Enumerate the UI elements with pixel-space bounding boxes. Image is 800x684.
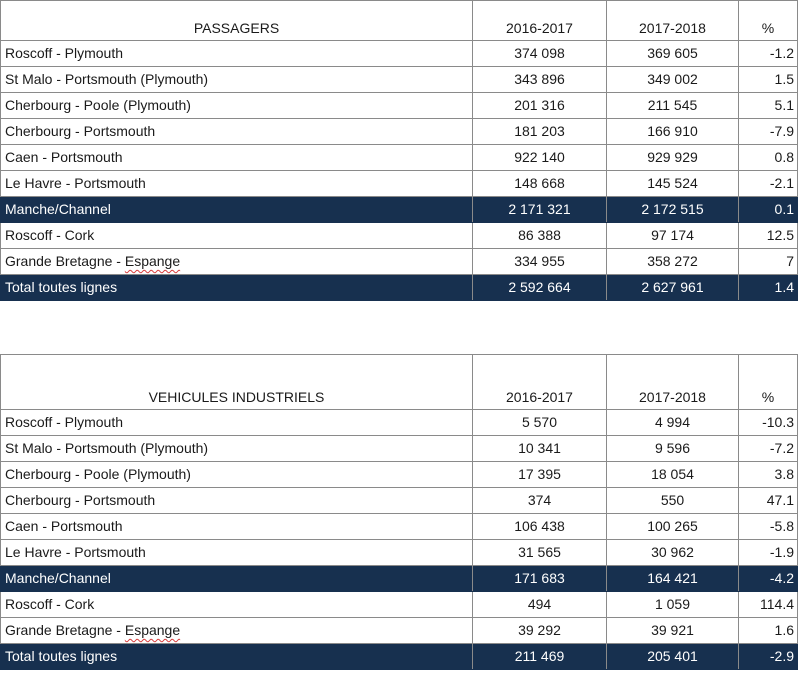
percent-change: -5.8 [739, 514, 798, 540]
column-header-2017-2018: 2017-2018 [607, 355, 739, 410]
value-2017-2018: 4 994 [607, 410, 739, 436]
route-cell: Caen - Portsmouth [1, 145, 473, 171]
value-2016-2017: 374 098 [473, 41, 607, 67]
value-2017-2018: 30 962 [607, 540, 739, 566]
route-cell: St Malo - Portsmouth (Plymouth) [1, 67, 473, 93]
value-2016-2017: 148 668 [473, 171, 607, 197]
value-2017-2018: 9 596 [607, 436, 739, 462]
percent-change: 12.5 [739, 223, 798, 249]
table-row [1, 410, 798, 436]
vehicules-industriels-table [0, 354, 798, 670]
column-header-2016-2017: 2016-2017 [473, 355, 607, 410]
value-2017-2018: 97 174 [607, 223, 739, 249]
percent-change: 47.1 [739, 488, 798, 514]
route-cell [1, 249, 473, 275]
value-2016-2017: 211 469 [473, 644, 607, 670]
route-cell: Cherbourg - Poole (Plymouth) [1, 93, 473, 119]
route-cell: Total toutes lignes [1, 644, 473, 670]
value-2017-2018: 145 524 [607, 171, 739, 197]
value-2017-2018: 358 272 [607, 249, 739, 275]
value-2016-2017: 31 565 [473, 540, 607, 566]
percent-change: 3.8 [739, 462, 798, 488]
value-2016-2017: 334 955 [473, 249, 607, 275]
value-2016-2017: 2 592 664 [473, 275, 607, 301]
subtotal-row [1, 566, 798, 592]
column-header-2017-2018: 2017-2018 [607, 1, 739, 41]
value-2017-2018: 18 054 [607, 462, 739, 488]
table-row [1, 618, 798, 644]
value-2017-2018: 164 421 [607, 566, 739, 592]
value-2016-2017: 2 171 321 [473, 197, 607, 223]
route-cell: Roscoff - Cork [1, 592, 473, 618]
route-prefix: Grande Bretagne - [5, 622, 125, 638]
route-cell: Caen - Portsmouth [1, 514, 473, 540]
percent-change: 7 [739, 249, 798, 275]
percent-change: 114.4 [739, 592, 798, 618]
value-2017-2018: 369 605 [607, 41, 739, 67]
table-row [1, 514, 798, 540]
route-cell: Roscoff - Plymouth [1, 410, 473, 436]
value-2016-2017: 10 341 [473, 436, 607, 462]
percent-change: -2.9 [739, 644, 798, 670]
table-row [1, 41, 798, 67]
route-cell: Total toutes lignes [1, 275, 473, 301]
value-2017-2018: 166 910 [607, 119, 739, 145]
table-row [1, 119, 798, 145]
route-cell: Manche/Channel [1, 197, 473, 223]
table-row [1, 249, 798, 275]
route-cell: Le Havre - Portsmouth [1, 540, 473, 566]
percent-change: 1.4 [739, 275, 798, 301]
table-row [1, 93, 798, 119]
table-row [1, 223, 798, 249]
percent-change: -7.2 [739, 436, 798, 462]
table-title: VEHICULES INDUSTRIELS [1, 355, 473, 410]
route-cell: Cherbourg - Poole (Plymouth) [1, 462, 473, 488]
table-title: PASSAGERS [1, 1, 473, 41]
table-row [1, 436, 798, 462]
route-cell: St Malo - Portsmouth (Plymouth) [1, 436, 473, 462]
column-header-percent: % [739, 1, 798, 41]
value-2016-2017: 39 292 [473, 618, 607, 644]
table-row [1, 488, 798, 514]
table-row [1, 67, 798, 93]
value-2016-2017: 374 [473, 488, 607, 514]
table-row [1, 540, 798, 566]
value-2017-2018: 550 [607, 488, 739, 514]
total-row [1, 644, 798, 670]
percent-change: 0.1 [739, 197, 798, 223]
value-2016-2017: 5 570 [473, 410, 607, 436]
table-row [1, 171, 798, 197]
table-row [1, 592, 798, 618]
table-header-row [1, 355, 798, 410]
column-header-2016-2017: 2016-2017 [473, 1, 607, 41]
value-2016-2017: 494 [473, 592, 607, 618]
percent-change: -10.3 [739, 410, 798, 436]
value-2016-2017: 181 203 [473, 119, 607, 145]
route-cell: Roscoff - Plymouth [1, 41, 473, 67]
percent-change: 1.6 [739, 618, 798, 644]
subtotal-row [1, 197, 798, 223]
table-row [1, 462, 798, 488]
percent-change: 1.5 [739, 67, 798, 93]
value-2017-2018: 39 921 [607, 618, 739, 644]
route-cell: Le Havre - Portsmouth [1, 171, 473, 197]
value-2016-2017: 922 140 [473, 145, 607, 171]
spellcheck-marked-word: Espange [124, 622, 181, 638]
value-2017-2018: 929 929 [607, 145, 739, 171]
value-2017-2018: 211 545 [607, 93, 739, 119]
spellcheck-marked-word: Espange [124, 253, 181, 269]
percent-change: 0.8 [739, 145, 798, 171]
value-2016-2017: 17 395 [473, 462, 607, 488]
percent-change: 5.1 [739, 93, 798, 119]
table-header-row [1, 1, 798, 41]
percent-change: -4.2 [739, 566, 798, 592]
value-2016-2017: 201 316 [473, 93, 607, 119]
percent-change: -2.1 [739, 171, 798, 197]
route-cell: Manche/Channel [1, 566, 473, 592]
value-2016-2017: 171 683 [473, 566, 607, 592]
total-row [1, 275, 798, 301]
table-row [1, 145, 798, 171]
route-cell: Roscoff - Cork [1, 223, 473, 249]
value-2017-2018: 205 401 [607, 644, 739, 670]
value-2017-2018: 2 627 961 [607, 275, 739, 301]
value-2017-2018: 349 002 [607, 67, 739, 93]
value-2016-2017: 106 438 [473, 514, 607, 540]
route-cell: Cherbourg - Portsmouth [1, 119, 473, 145]
percent-change: -1.2 [739, 41, 798, 67]
column-header-percent: % [739, 355, 798, 410]
passagers-table [0, 0, 798, 301]
value-2017-2018: 100 265 [607, 514, 739, 540]
route-cell [1, 618, 473, 644]
value-2016-2017: 86 388 [473, 223, 607, 249]
value-2017-2018: 1 059 [607, 592, 739, 618]
value-2017-2018: 2 172 515 [607, 197, 739, 223]
route-cell: Cherbourg - Portsmouth [1, 488, 473, 514]
percent-change: -7.9 [739, 119, 798, 145]
route-prefix: Grande Bretagne - [5, 253, 125, 269]
percent-change: -1.9 [739, 540, 798, 566]
value-2016-2017: 343 896 [473, 67, 607, 93]
